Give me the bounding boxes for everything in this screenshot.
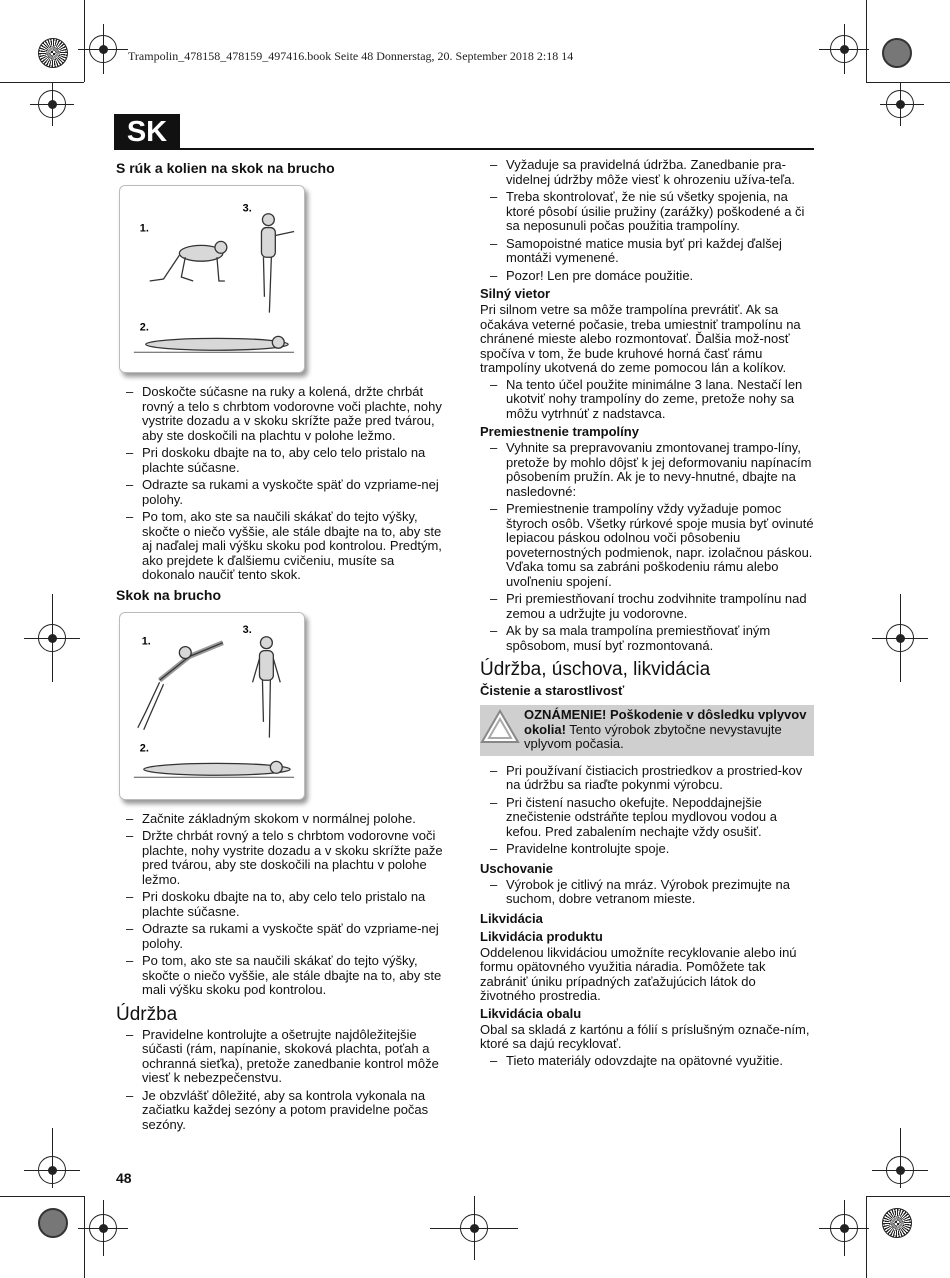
exercise-illustration-icon: [120, 186, 304, 372]
notice-heading: OZNÁMENIE! Poškodenie v dôsledku vplyvov okolia!: [524, 707, 807, 737]
list-item: – Pri premiestňovaní trochu zodvihnite trampolínu nad zemou a udržujte ju vodorovne.: [480, 592, 814, 621]
subsection-title-cleaning: Čistenie a starostlivosť: [480, 683, 625, 698]
color-rosette-icon: [38, 38, 68, 68]
right-column: [480, 158, 814, 1071]
header-rule: [114, 148, 814, 150]
list-item: – Ak by sa mala trampolína premiestňovať iným spôsobom, musí byť rozmontovaná.: [480, 624, 814, 653]
notice-box: [480, 705, 814, 756]
list-item: – Pravidelne kontrolujte a ošetrujte najdôležitejšie súčasti (rám, napínanie, skoková plachta, poťah a ochranná sieťka), pretože zanedbanie kontrol môže viesť k nebezpečenstvu.: [116, 1028, 450, 1086]
color-rosette-icon: [38, 1208, 68, 1238]
list-item: – Po tom, ako ste sa naučili skákať do tejto výšky, skočte o niečo vyššie, ale stále dbajte na to, aby ste aj naďalej mali výšku skoku pod kontrolou. Predtým, ako prejdete k ďalšiemu cvičeniu, musíte sa dokonalo naučiť tento skok.: [116, 510, 450, 583]
figure-label-3: 3.: [242, 623, 252, 636]
language-badge: SK: [114, 114, 180, 150]
print-header: Trampolin_478158_478159_497416.book Seite 48 Donnerstag, 20. September 2018 2:18 14: [128, 49, 574, 63]
moving-list: [480, 441, 814, 653]
section-title-wind: Silný vietor: [480, 286, 551, 301]
notice-body: Tento výrobok zbytočne nevystavujte vplyvom počasia.: [524, 721, 782, 751]
section-title-belly-jump: Skok na brucho: [116, 586, 222, 603]
subsection-title-product-disposal: Likvidácia produktu: [480, 928, 603, 944]
exercise-illustration-icon: [120, 613, 304, 799]
figure-label-2: 2.: [139, 742, 149, 755]
section-title-moving: Premiestnenie trampolíny: [480, 424, 639, 439]
list-item: – Vyžaduje sa pravidelná údržba. Zanedbanie pra-videlnej údržby môže viesť k ohrozeniu užíva-teľa.: [480, 158, 814, 187]
color-rosette-icon: [882, 1208, 912, 1238]
list-item: – Odrazte sa rukami a vyskočte späť do vzpriame-nej polohy.: [116, 478, 450, 507]
list-item: – Výrobok je citlivý na mráz. Výrobok prezimujte na suchom, dobre vetranom mieste.: [480, 878, 814, 907]
list-item: – Držte chrbát rovný a telo s chrbtom vodorovne voči plachte, nohy vystrite dozadu a v skoku skrížte paže pred tvárou, aby ste doskočili na plachtu v polohe ležmo.: [116, 829, 450, 887]
subsection-title-packaging-disposal: Likvidácia obalu: [480, 1005, 582, 1021]
list-item: – Tieto materiály odovzdajte na opätovné využitie.: [480, 1054, 814, 1069]
maintenance-cont-list: [480, 158, 814, 283]
list-item: – Treba skontrolovať, že nie sú všetky spojenia, na ktoré pôsobí úsilie pružiny (zarážky) poškodené a či sa neposunuli počas použitia trampolíny.: [480, 190, 814, 234]
list-item: – Doskočte súčasne na ruky a kolená, držte chrbát rovný a telo s chrbtom vodorovne voči plachte, nohy vystrite dozadu a v skoku skrížte paže pred tvárou, aby ste doskočili na plachtu v polohe ležmo.: [116, 385, 450, 443]
hands-knees-list: [116, 385, 450, 583]
list-item: – Pri používaní čistiacich prostriedkov a prostried-kov na údržbu sa riaďte pokynmi výrobcu.: [480, 764, 814, 793]
belly-jump-list: [116, 812, 450, 998]
section-title-care: Údržba, úschova, likvidácia: [480, 659, 711, 680]
list-item: – Pravidelne kontrolujte spoje.: [480, 842, 814, 857]
section-title-maintenance: Údržba: [116, 1003, 178, 1025]
figure-label-1: 1.: [139, 222, 149, 235]
notice-text: [520, 705, 814, 756]
list-item: – Odrazte sa rukami a vyskočte späť do vzpriame-nej polohy.: [116, 922, 450, 951]
list-item: – Premiestnenie trampolíny vždy vyžaduje pomoc štyroch osôb. Všetky rúrkové spoje musia byť ovinuté lepiacou páskou odolnou voči pôsobeniu poveternostných podmienok, napr. izolačnou páskou. Vďaka tomu sa zabráni poškodeniu rámu alebo uvoľneniu spojení.: [480, 502, 814, 589]
page-number: 48: [116, 1170, 132, 1186]
list-item: – Pri doskoku dbajte na to, aby celo telo pristalo na plachte súčasne.: [116, 446, 450, 475]
packaging-disposal-text: Obal sa skladá z kartónu a fólií s príslušným označe-ním, ktoré sa dajú recyklovať.: [480, 1021, 810, 1051]
product-disposal-text: Oddelenou likvidáciou umožníte recyklovanie alebo inú formu opätovného využitia náradia. Pomôžete tak zabrániť úniku prípadných zaťažujúcich látok do životného prostredia.: [480, 944, 797, 1003]
list-item: – Pozor! Len pre domáce použitie.: [480, 269, 814, 284]
list-item: – Pri čistení nasucho okefujte. Nepoddajnejšie znečistenie odstráňte teplou mydlovou vodou a kefou. Pred zabalením nechajte vždy osušiť.: [480, 796, 814, 840]
color-rosette-icon: [882, 38, 912, 68]
figure-label-3: 3.: [242, 202, 252, 215]
list-item: – Po tom, ako ste sa naučili skákať do tejto výšky, skočte o niečo vyššie, ale stále dbajte na to, aby ste mali výšku skoku pod kontrolou.: [116, 954, 450, 998]
figure-belly-jump: [119, 612, 305, 800]
cleaning-list: [480, 764, 814, 857]
disposal-list: [480, 1054, 814, 1069]
list-item: – Pri doskoku dbajte na to, aby celo telo pristalo na plachte súčasne.: [116, 890, 450, 919]
warning-triangle-icon: [480, 705, 520, 756]
figure-hands-knees: [119, 185, 305, 373]
figure-label-1: 1.: [141, 635, 151, 648]
list-item: – Na tento účel použite minimálne 3 lana. Nestačí len ukotviť nohy trampolíny do zeme, pretože nohy sa môžu vytrhnúť z nadstavca.: [480, 378, 814, 422]
list-item: – Vyhnite sa prepravovaniu zmontovanej trampo-líny, pretože by mohlo dôjsť k jej deformovaniu napínacím pôsobením pružín. Ak je to nevy-hnutné, dbajte na nasledovné:: [480, 441, 814, 499]
list-item: – Je obzvlášť dôležité, aby sa kontrola vykonala na začiatku každej sezóny a potom pravidelne počas sezóny.: [116, 1089, 450, 1133]
figure-label-2: 2.: [139, 321, 149, 334]
list-item: – Samopoistné matice musia byť pri každej ďalšej montáži vymenené.: [480, 237, 814, 266]
storage-list: [480, 878, 814, 907]
maintenance-list: [116, 1028, 450, 1133]
section-title-hands-knees: S rúk a kolien na skok na brucho: [116, 160, 335, 176]
section-title-storage: Uschovanie: [480, 860, 553, 876]
left-column: [116, 158, 450, 1135]
section-title-disposal: Likvidácia: [480, 910, 543, 926]
wind-list: [480, 378, 814, 422]
list-item: – Začnite základným skokom v normálnej polohe.: [116, 812, 450, 827]
wind-text: Pri silnom vetre sa môže trampolína prevrátiť. Ak sa očakáva veterné počasie, treba umiestniť trampolínu na chránené mieste alebo rozmontovať. Ďalšia mož-nosť spočíva v tom, že bude kruhové horná časť rámu trampolíny ukotvená do zeme pomocou lán a kolíkov.: [480, 302, 801, 375]
